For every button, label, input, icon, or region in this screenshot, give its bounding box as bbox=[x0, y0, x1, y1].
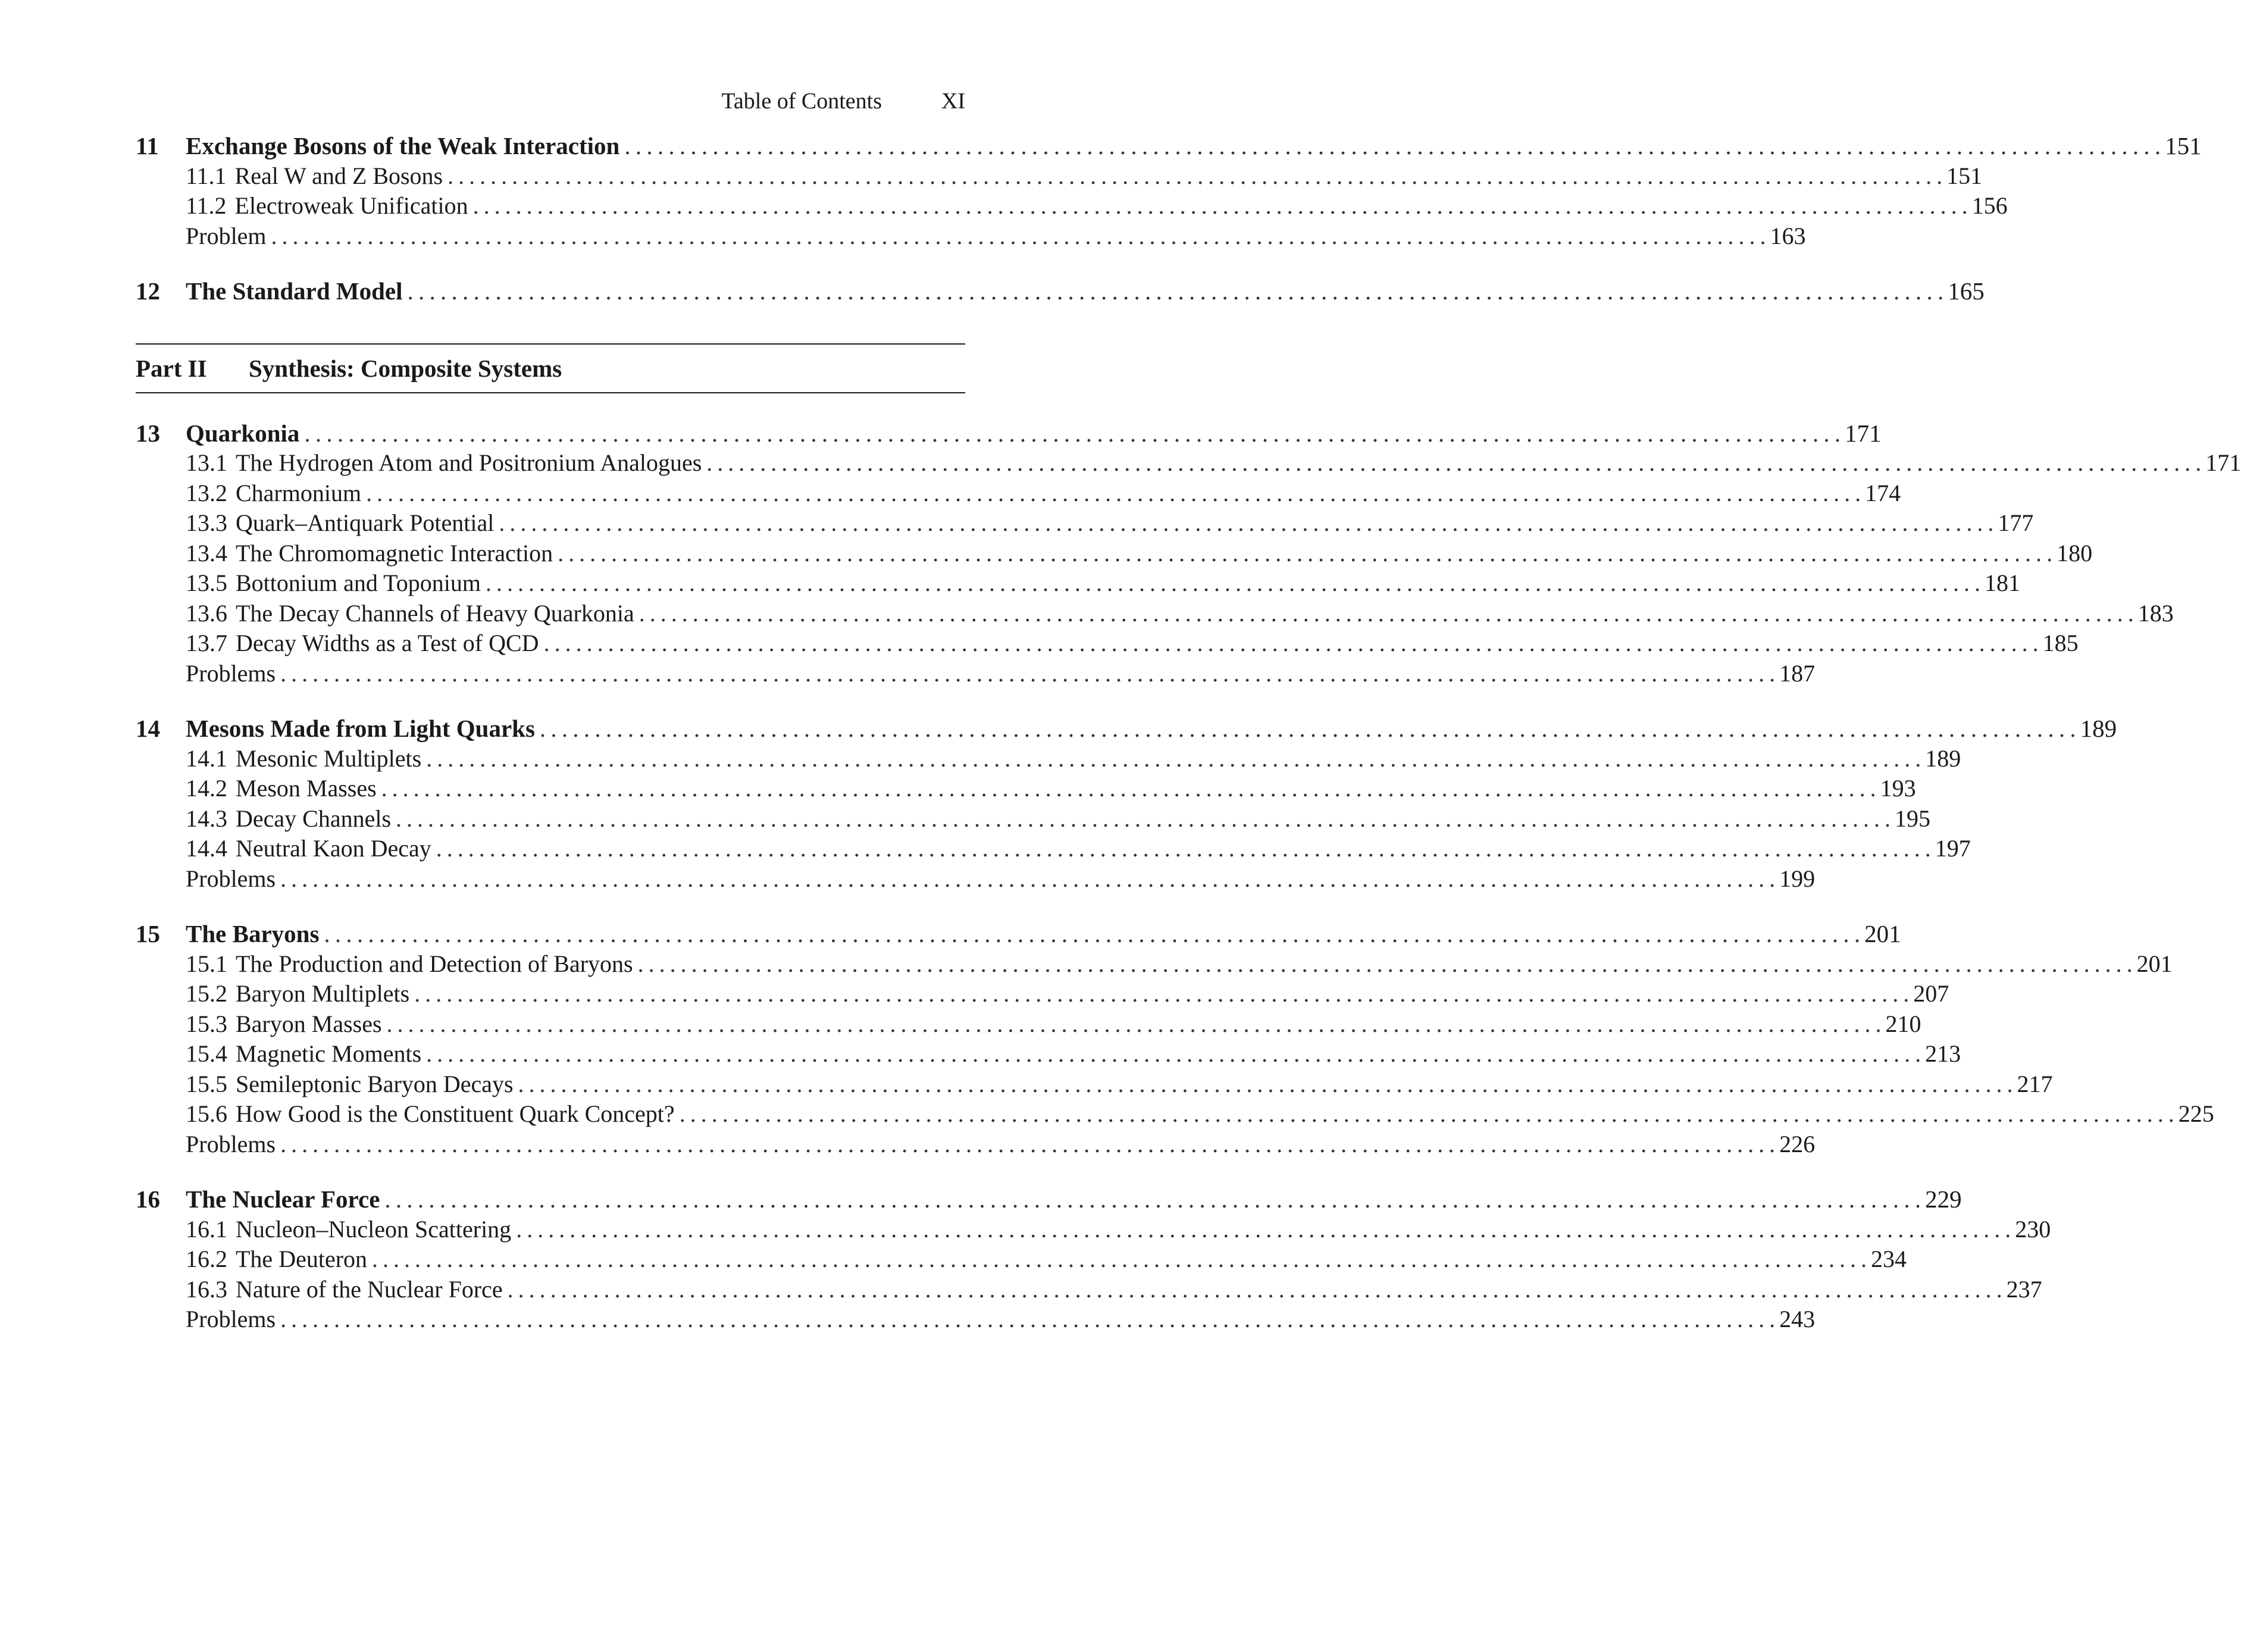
toc-section-entry[interactable] bbox=[136, 568, 2021, 599]
chapter-number: 14 bbox=[136, 715, 160, 742]
toc-section-entry[interactable] bbox=[136, 949, 2173, 980]
section-title-text: Real W and Z Bosons bbox=[234, 162, 443, 189]
toc-section-entry[interactable] bbox=[136, 1244, 1907, 1275]
toc-section-entry[interactable] bbox=[136, 1009, 1921, 1040]
section-title bbox=[186, 221, 267, 252]
dot-leader bbox=[639, 599, 2133, 629]
section-title-text: Baryon Masses bbox=[236, 1010, 382, 1037]
toc-section-entry[interactable] bbox=[136, 979, 1949, 1009]
page-number: 243 bbox=[1779, 1306, 1816, 1332]
section-title-text: Decay Channels bbox=[236, 805, 392, 832]
section-title bbox=[186, 774, 377, 804]
section-number: 16.3 bbox=[186, 1275, 227, 1303]
toc-chapter-block bbox=[136, 1184, 2051, 1335]
chapter-title: The Baryons bbox=[186, 920, 320, 947]
page-number: 201 bbox=[1864, 920, 1901, 947]
section-title-text: Charmonium bbox=[236, 479, 362, 506]
page-number: 185 bbox=[2042, 630, 2079, 656]
page-number: 201 bbox=[2136, 950, 2173, 977]
page-number: 193 bbox=[1880, 775, 1916, 802]
toc-page bbox=[136, 83, 2241, 1335]
section-number: 11.1 bbox=[186, 162, 227, 189]
toc-section-entry[interactable] bbox=[136, 191, 2008, 221]
dot-leader bbox=[447, 161, 1942, 192]
section-title bbox=[186, 568, 481, 599]
dot-leader bbox=[396, 804, 1890, 834]
page-number: 151 bbox=[2165, 132, 2202, 159]
section-title bbox=[186, 1275, 503, 1305]
dot-leader bbox=[280, 1130, 1774, 1160]
section-title bbox=[186, 478, 361, 509]
page-number: 181 bbox=[1985, 570, 2021, 596]
page-number: 234 bbox=[1871, 1246, 1907, 1272]
dot-leader bbox=[540, 714, 2076, 744]
section-title-text: The Decay Channels of Heavy Quarkonia bbox=[236, 599, 634, 627]
section-title-text: Problems bbox=[186, 659, 276, 687]
toc-chapter-entry[interactable] bbox=[136, 714, 2117, 744]
section-number: 13.4 bbox=[186, 539, 227, 567]
toc-section-entry[interactable] bbox=[136, 1275, 2042, 1305]
dot-leader bbox=[426, 744, 1920, 774]
toc-chapter-entry[interactable] bbox=[136, 418, 1882, 449]
part-label: Part II bbox=[136, 354, 207, 382]
toc-section-entry[interactable] bbox=[136, 1039, 1961, 1069]
running-head bbox=[136, 83, 965, 119]
toc-chapter-block bbox=[136, 714, 2117, 894]
section-title-text: Problems bbox=[186, 1130, 276, 1157]
chapter-number: 16 bbox=[136, 1185, 160, 1213]
toc-section-entry[interactable] bbox=[136, 774, 1916, 804]
section-number: 13.2 bbox=[186, 479, 227, 506]
section-title bbox=[186, 448, 702, 478]
section-title bbox=[186, 539, 553, 569]
section-title bbox=[186, 628, 539, 659]
toc-section-entry[interactable] bbox=[136, 1304, 1816, 1335]
section-title bbox=[186, 864, 276, 894]
page-number: 156 bbox=[1971, 192, 2008, 219]
dot-leader bbox=[544, 628, 2038, 659]
dot-leader bbox=[304, 418, 1840, 449]
dot-leader bbox=[372, 1244, 1866, 1275]
toc-section-entry[interactable] bbox=[136, 804, 1931, 834]
dot-leader bbox=[408, 276, 1943, 306]
page-number: 163 bbox=[1770, 222, 1806, 249]
page-number: 225 bbox=[2178, 1100, 2214, 1127]
toc-section-entry[interactable] bbox=[136, 1099, 2214, 1130]
running-head-page-number: XI bbox=[941, 89, 965, 114]
section-number: 14.2 bbox=[186, 775, 227, 802]
section-title bbox=[186, 1130, 276, 1160]
dot-leader bbox=[280, 864, 1774, 894]
section-number: 15.5 bbox=[186, 1070, 227, 1097]
section-title bbox=[186, 1304, 276, 1335]
toc-section-entry[interactable] bbox=[136, 1215, 2051, 1245]
dot-leader bbox=[486, 568, 1980, 599]
dot-leader bbox=[414, 979, 1908, 1009]
toc-section-entry[interactable] bbox=[136, 539, 2093, 569]
dot-leader bbox=[473, 191, 1967, 221]
section-title-text: Magnetic Moments bbox=[236, 1040, 422, 1067]
page-number: 210 bbox=[1885, 1010, 1921, 1037]
toc-section-entry[interactable] bbox=[136, 1069, 2053, 1100]
section-title-text: Problem bbox=[186, 222, 267, 249]
page-number: 207 bbox=[1913, 980, 1949, 1007]
section-title-text: Quark–Antiquark Potential bbox=[236, 509, 494, 536]
section-title-text: Electroweak Unification bbox=[234, 192, 468, 219]
dot-leader bbox=[638, 949, 2132, 980]
toc-section-entry[interactable] bbox=[136, 744, 1961, 774]
dot-leader bbox=[324, 919, 1860, 949]
section-title-text: Neutral Kaon Decay bbox=[236, 835, 431, 862]
section-title-text: Bottonium and Toponium bbox=[236, 570, 481, 596]
section-title-text: The Hydrogen Atom and Positronium Analogues bbox=[236, 449, 702, 476]
chapter-title: Exchange Bosons of the Weak Interaction bbox=[186, 132, 620, 159]
section-title bbox=[186, 191, 468, 221]
toc-section-entry[interactable] bbox=[136, 508, 2034, 539]
dot-leader bbox=[680, 1099, 2174, 1130]
page-number: 237 bbox=[2006, 1275, 2042, 1303]
section-number: 13.6 bbox=[186, 599, 227, 627]
page-number: 189 bbox=[2080, 715, 2117, 742]
section-number: 13.5 bbox=[186, 570, 227, 596]
chapter-number: 15 bbox=[136, 920, 160, 947]
chapter-title: The Nuclear Force bbox=[186, 1185, 380, 1213]
dot-leader bbox=[384, 1184, 1920, 1215]
page-number: 183 bbox=[2137, 599, 2174, 627]
dot-leader bbox=[508, 1275, 2002, 1305]
section-title bbox=[186, 1069, 514, 1100]
part-title: Synthesis: Composite Systems bbox=[249, 354, 562, 382]
toc-section-entry[interactable] bbox=[136, 864, 1816, 894]
section-title-text: Meson Masses bbox=[236, 775, 377, 802]
part-heading bbox=[136, 343, 965, 393]
page-number: 197 bbox=[1935, 835, 1971, 862]
toc-chapter-entry[interactable] bbox=[136, 1184, 1962, 1215]
section-title-text: The Production and Detection of Baryons bbox=[236, 950, 633, 977]
page-number: 174 bbox=[1865, 479, 1901, 506]
section-number: 13.1 bbox=[186, 449, 227, 476]
section-title-text: Nucleon–Nucleon Scattering bbox=[236, 1215, 512, 1243]
section-title bbox=[186, 1009, 382, 1040]
section-title-text: Semileptonic Baryon Decays bbox=[236, 1070, 514, 1097]
section-title bbox=[186, 834, 431, 864]
toc-chapter-block bbox=[136, 919, 2214, 1159]
toc-section-entry[interactable] bbox=[136, 478, 1901, 509]
section-title-text: Decay Widths as a Test of QCD bbox=[236, 630, 539, 656]
toc-section-entry[interactable] bbox=[136, 448, 2241, 478]
section-title-text: Problems bbox=[186, 1306, 276, 1332]
dot-leader bbox=[280, 1304, 1774, 1335]
toc-chapter-block bbox=[136, 276, 1985, 306]
dot-leader bbox=[706, 448, 2201, 478]
chapter-title: The Standard Model bbox=[186, 277, 403, 305]
dot-leader bbox=[387, 1009, 1881, 1040]
chapter-title: Quarkonia bbox=[186, 419, 300, 447]
toc-chapters-after bbox=[136, 418, 2241, 1335]
section-number: 13.7 bbox=[186, 630, 227, 656]
page-number: 151 bbox=[1946, 162, 1983, 189]
dot-leader bbox=[516, 1215, 2010, 1245]
section-number: 16.1 bbox=[186, 1215, 227, 1243]
section-title-text: Mesonic Multiplets bbox=[236, 744, 422, 772]
toc-chapters-before bbox=[136, 131, 2202, 306]
chapter-number: 11 bbox=[136, 132, 159, 159]
section-title bbox=[186, 804, 391, 834]
section-number: 14.4 bbox=[186, 835, 227, 862]
page-number: 189 bbox=[1925, 744, 1961, 772]
toc-section-entry[interactable] bbox=[136, 221, 1806, 252]
page-number: 213 bbox=[1925, 1040, 1961, 1067]
section-title-text: Nature of the Nuclear Force bbox=[236, 1275, 503, 1303]
section-number: 16.2 bbox=[186, 1246, 227, 1272]
page-number: 187 bbox=[1779, 659, 1816, 687]
toc-section-entry[interactable] bbox=[136, 834, 1971, 864]
section-title-text: The Chromomagnetic Interaction bbox=[236, 539, 553, 567]
toc-chapter-entry[interactable] bbox=[136, 919, 1901, 949]
section-number: 14.3 bbox=[186, 805, 227, 832]
dot-leader bbox=[426, 1039, 1920, 1069]
dot-leader bbox=[366, 478, 1860, 509]
section-number: 15.3 bbox=[186, 1010, 227, 1037]
chapter-number: 12 bbox=[136, 277, 160, 305]
section-number: 15.2 bbox=[186, 980, 227, 1007]
page-number: 217 bbox=[2017, 1070, 2053, 1097]
toc-chapter-entry[interactable] bbox=[136, 131, 2202, 161]
section-title bbox=[186, 949, 633, 980]
page-number: 226 bbox=[1779, 1130, 1816, 1157]
toc-chapter-entry[interactable] bbox=[136, 276, 1985, 306]
section-title bbox=[186, 1244, 367, 1275]
section-number: 15.1 bbox=[186, 950, 227, 977]
page-number: 180 bbox=[2057, 539, 2093, 567]
section-title-text: How Good is the Constituent Quark Concept? bbox=[236, 1100, 675, 1127]
section-number: 11.2 bbox=[186, 192, 227, 219]
toc-chapter-block bbox=[136, 418, 2241, 689]
dot-leader bbox=[280, 659, 1774, 689]
dot-leader bbox=[436, 834, 1930, 864]
chapter-title: Mesons Made from Light Quarks bbox=[186, 715, 535, 742]
section-title bbox=[186, 599, 634, 629]
toc-section-entry[interactable] bbox=[136, 628, 2079, 659]
page-number: 165 bbox=[1948, 277, 1985, 305]
section-number: 15.4 bbox=[186, 1040, 227, 1067]
section-title bbox=[186, 1099, 675, 1130]
page-number: 230 bbox=[2015, 1215, 2051, 1243]
section-number: 13.3 bbox=[186, 509, 227, 536]
section-title-text: The Deuteron bbox=[236, 1246, 368, 1272]
section-title bbox=[186, 508, 494, 539]
dot-leader bbox=[381, 774, 1876, 804]
page-number: 177 bbox=[1998, 509, 2034, 536]
section-number: 14.1 bbox=[186, 744, 227, 772]
toc-section-entry[interactable] bbox=[136, 161, 1983, 192]
toc-section-entry[interactable] bbox=[136, 1130, 1816, 1160]
section-title-text: Baryon Multiplets bbox=[236, 980, 410, 1007]
page-number: 229 bbox=[1925, 1185, 1962, 1213]
section-title bbox=[186, 659, 276, 689]
toc-section-entry[interactable] bbox=[136, 599, 2174, 629]
toc-chapter-block bbox=[136, 131, 2202, 251]
dot-leader bbox=[624, 131, 2160, 161]
section-title-text: Problems bbox=[186, 865, 276, 892]
chapter-number: 13 bbox=[136, 419, 160, 447]
section-number: 15.6 bbox=[186, 1100, 227, 1127]
page-number: 199 bbox=[1779, 865, 1816, 892]
page-number: 171 bbox=[1845, 419, 1882, 447]
dot-leader bbox=[558, 539, 2052, 569]
section-title bbox=[186, 161, 443, 192]
page-number: 171 bbox=[2205, 449, 2241, 476]
section-title bbox=[186, 1215, 511, 1245]
dot-leader bbox=[499, 508, 1993, 539]
running-head-title: Table of Contents bbox=[721, 89, 882, 114]
section-title bbox=[186, 1039, 421, 1069]
page-number: 195 bbox=[1895, 805, 1931, 832]
dot-leader bbox=[518, 1069, 2012, 1100]
section-title bbox=[186, 979, 409, 1009]
section-title bbox=[186, 744, 421, 774]
dot-leader bbox=[271, 221, 1766, 252]
toc-section-entry[interactable] bbox=[136, 659, 1816, 689]
